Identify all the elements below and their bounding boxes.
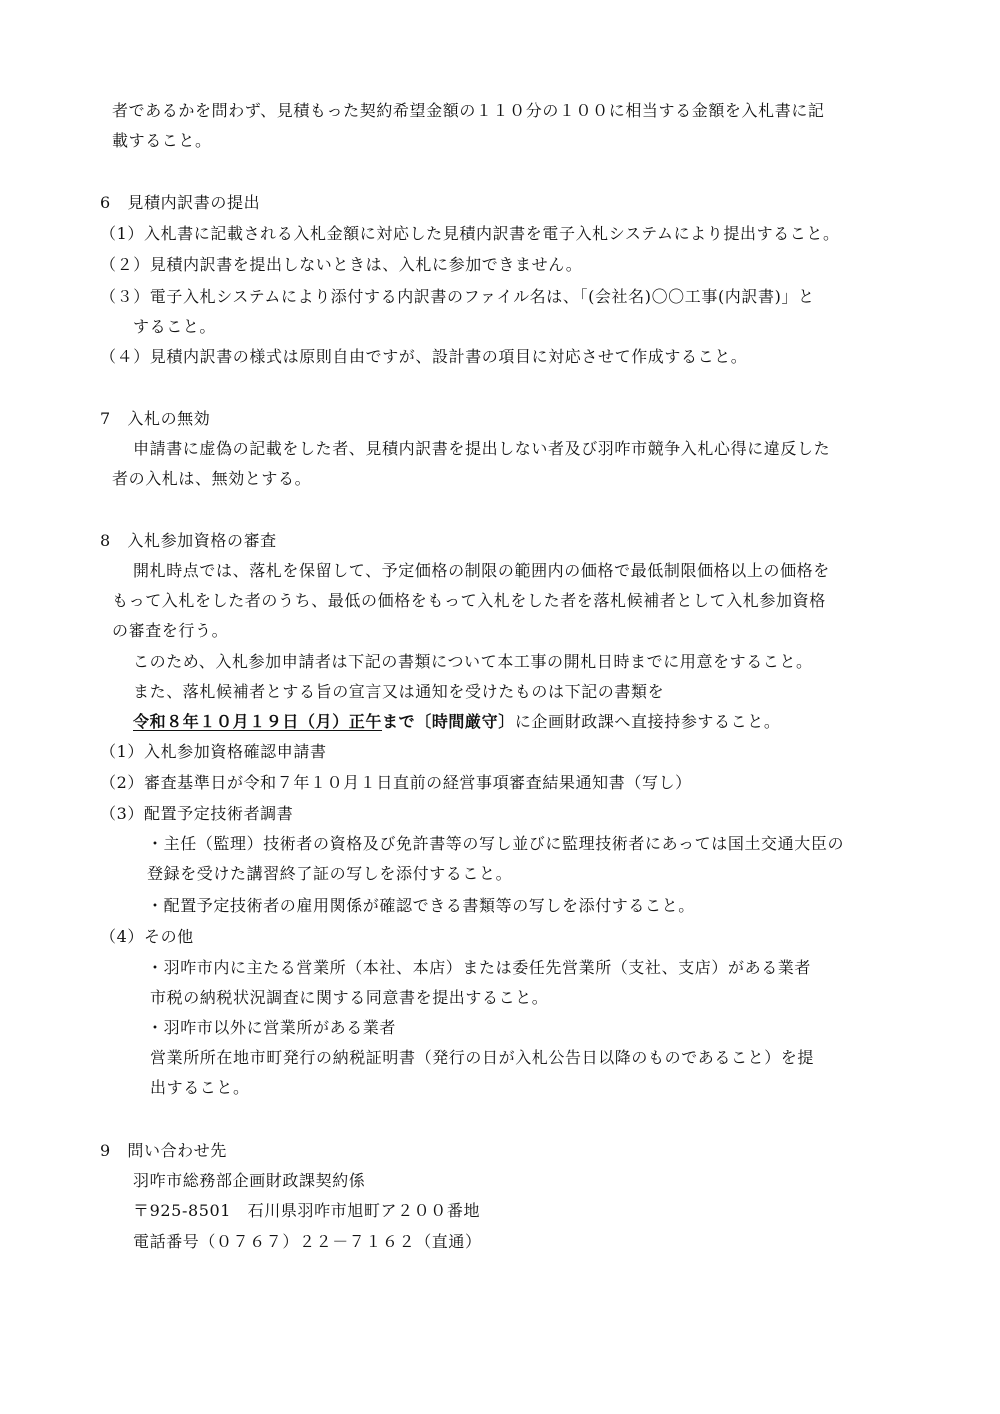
deadline-strict: まで〔時間厳守〕 (382, 712, 515, 731)
s7-body-line: 申請書に虚偽の記載をした者、見積内訳書を提出しない者及び羽咋市競争入札心得に違反した (133, 439, 831, 458)
s6-item-3-cont: すること。 (133, 317, 217, 336)
section-6-heading: 6 見積内訳書の提出 (100, 193, 261, 212)
s8-item-4-bullet-cont: 出すること。 (150, 1078, 250, 1097)
section-9-heading: 9 問い合わせ先 (100, 1141, 227, 1160)
section-7-heading: 7 入札の無効 (100, 409, 211, 428)
s8-body-line: もって入札をした者のうち、最低の価格をもって入札をした者を落札候補者として入札参加資格 (112, 591, 826, 610)
s8-item-1: （1）入札参加資格確認申請書 (100, 742, 327, 761)
s8-item-4: （4）その他 (100, 927, 194, 946)
deadline-date: 令和８年１０月１９日（月）正午 (133, 712, 383, 731)
s6-item-1: （1）入札書に記載される入札金額に対応した見積内訳書を電子入札システムにより提出すること。 (100, 224, 840, 243)
s8-body-line: また、落札候補者とする旨の宣言又は通知を受けたものは下記の書類を (133, 682, 665, 701)
s6-item-4: （４）見積内訳書の様式は原則自由ですが、設計書の項目に対応させて作成すること。 (100, 347, 748, 366)
s8-body-line: 開札時点では、落札を保留して、予定価格の制限の範囲内の価格で最低制限価格以上の価格を (133, 561, 830, 580)
s8-item-4-bullet: ・羽咋市以外に営業所がある業者 (147, 1018, 397, 1037)
s6-item-2: （２）見積内訳書を提出しないときは、入札に参加できません。 (100, 255, 583, 274)
intro-line: 載すること。 (112, 131, 212, 150)
s8-body-line: このため、入札参加申請者は下記の書類について本工事の開札日時までに用意をすること。 (133, 652, 813, 671)
s8-item-3-bullet-cont: 登録を受けた講習終了証の写しを添付すること。 (147, 864, 513, 883)
section-8-heading: 8 入札参加資格の審査 (100, 531, 277, 550)
deadline-instruction: に企画財政課へ直接持参すること。 (514, 712, 781, 731)
deadline-line (133, 711, 780, 733)
s8-item-4-bullet: ・羽咋市内に主たる営業所（本社、本店）または委任先営業所（支社、支店）がある業者 (147, 958, 812, 977)
s8-item-3: （3）配置予定技術者調書 (100, 804, 294, 823)
s8-item-3-bullet: ・配置予定技術者の雇用関係が確認できる書類等の写しを添付すること。 (147, 896, 695, 915)
s8-item-4-bullet-cont: 営業所所在地市町発行の納税証明書（発行の日が入札公告日以降のものであること）を提 (150, 1048, 815, 1067)
s8-body-line: の審査を行う。 (112, 621, 229, 640)
s7-body-line: 者の入札は、無効とする。 (112, 469, 312, 488)
s8-item-3-bullet: ・主任（監理）技術者の資格及び免許書等の写し並びに監理技術者にあっては国土交通大臣の (147, 834, 845, 853)
s8-item-4-bullet-cont: 市税の納税状況調査に関する同意書を提出すること。 (150, 988, 549, 1007)
intro-line: 者であるかを問わず、見積もった契約希望金額の１１０分の１００に相当する金額を入札書に記 (112, 101, 825, 120)
contact-address: 〒925-8501 石川県羽咋市旭町ア２００番地 (133, 1201, 481, 1220)
contact-phone: 電話番号（０７６７）２２－７１６２（直通） (133, 1232, 482, 1251)
contact-department: 羽咋市総務部企画財政課契約係 (133, 1171, 366, 1190)
s6-item-3: （３）電子入札システムにより添付する内訳書のファイル名は、「(会社名)〇〇工事(内訳書)」と (100, 287, 815, 306)
s8-item-2: （2）審査基準日が令和７年１０月１日直前の経営事項審査結果通知書（写し） (100, 773, 692, 792)
